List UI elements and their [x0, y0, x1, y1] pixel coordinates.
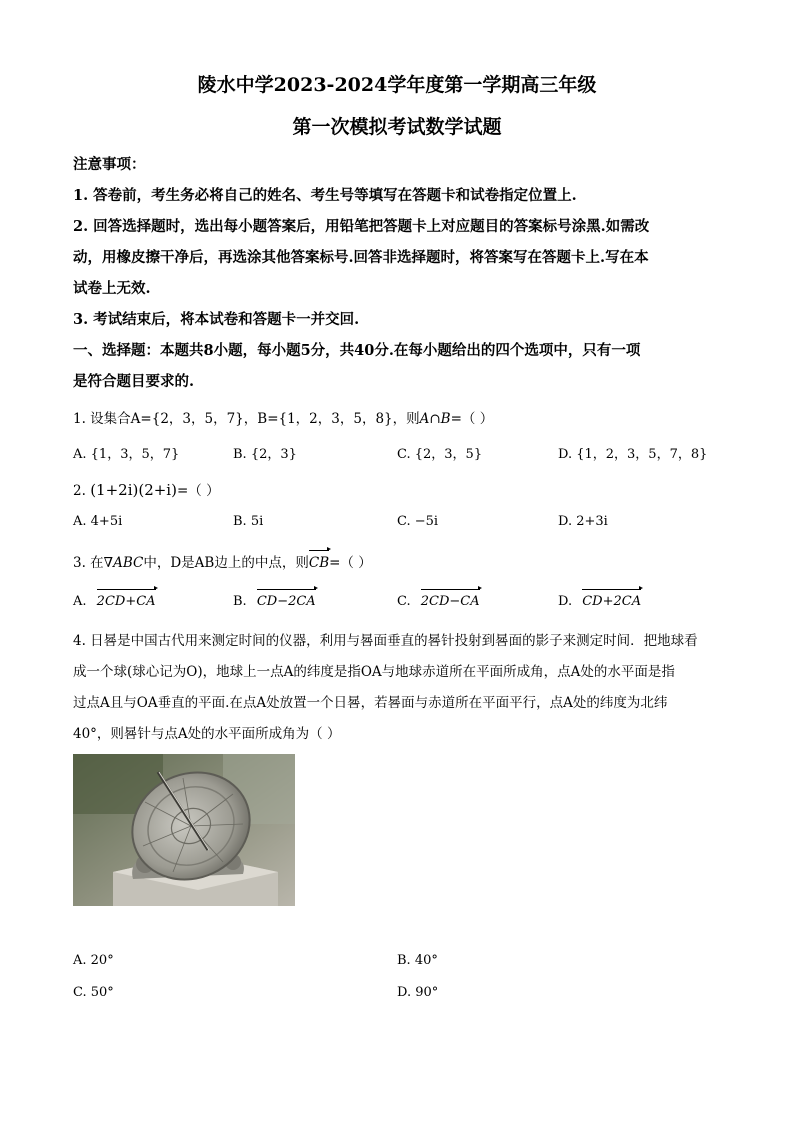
q2-option-c: C. −5i: [397, 514, 439, 529]
question-3-stem: [73, 551, 372, 571]
q2-option-b: B. 5i: [233, 514, 264, 529]
q3-option-c-label: C.: [397, 594, 411, 609]
section1-heading-line1: 一、选择题：本题共8小题，每小题5分，共40分.在每小题给出的四个选项中，只有一项: [73, 342, 641, 359]
question-1-stem: [73, 407, 493, 427]
section1-heading-line2: 是符合题目要求的.: [73, 373, 195, 390]
q3-option-d-label: D.: [558, 594, 573, 609]
q2-option-a: A. 4+5i: [73, 514, 123, 529]
notes-item-2-line2: 动，用橡皮擦干净后，再选涂其他答案标号.回答非选择题时，将答案写在答题卡上.写在本: [73, 249, 649, 266]
q3-stem-prefix: 3. 在: [73, 555, 104, 571]
q4-option-d: D. 90°: [397, 985, 439, 1000]
q1-option-c: C. {2，3，5}: [397, 447, 483, 462]
notes-heading: 注意事项：: [73, 156, 146, 173]
q3-option-c: [397, 594, 480, 609]
q3-option-a: [73, 594, 156, 609]
notes-item-3: 3. 考试结束后，将本试卷和答题卡一并交回.: [73, 311, 360, 328]
question-4-line3: 过点A且与OA垂直的平面.在点A处放置一个日晷，若晷面与赤道所在平面平行，点A处的纬度为北纬: [73, 695, 668, 711]
q2-number: 2.: [73, 483, 86, 499]
question-4-line2: 成一个球(球心记为O)，地球上一点A的纬度是指OA与地球赤道所在平面所成角，点A处的水平面是指: [73, 664, 675, 680]
q4-option-a: A. 20°: [73, 953, 114, 968]
q3-option-d: [558, 594, 641, 609]
notes-item-1: 1. 答卷前，考生务必将自己的姓名、考生号等填写在答题卡和试卷指定位置上.: [73, 187, 577, 204]
q3-option-c-expr: 2CD−CA: [420, 594, 480, 609]
q1-option-d: D. {1，2，3，5，7，8}: [558, 447, 708, 462]
exam-title-line2: 第一次模拟考试数学试题: [292, 116, 502, 138]
q3-stem-middle: 中，D是AB边上的中点，则: [143, 555, 309, 571]
q3-vector-cb: CB: [308, 555, 330, 571]
q1-intersection: A∩B: [419, 411, 451, 427]
q2-expression: (1+2i)(2+i): [90, 481, 177, 499]
q3-triangle: ∇ABC: [103, 555, 144, 571]
q1-option-a: A. {1，3，5，7}: [73, 447, 180, 462]
q2-option-d: D. 2+3i: [558, 514, 608, 529]
q3-option-b-expr: CD−2CA: [256, 594, 316, 609]
sundial-photo: [73, 754, 295, 906]
notes-item-2-line1: 2. 回答选择题时，选出每小题答案后，用铅笔把答题卡上对应题目的答案标号涂黑.如需改: [73, 218, 650, 235]
q1-stem-prefix: 1. 设集合: [73, 411, 131, 427]
q3-option-b: [233, 594, 316, 609]
q2-stem-tail: =（ ）: [176, 483, 220, 499]
q4-option-c: C. 50°: [73, 985, 114, 1000]
q4-option-b: B. 40°: [397, 953, 438, 968]
exam-title-line1: 陵水中学2023-2024学年度第一学期高三年级: [197, 74, 597, 96]
question-4-line1: 4. 日晷是中国古代用来测定时间的仪器，利用与晷面垂直的晷针投射到晷面的影子来测定时间．把地球看: [73, 633, 698, 649]
question-2-stem: [73, 479, 220, 499]
q3-option-d-expr: CD+2CA: [582, 594, 642, 609]
q1-stem-tail: =（ ）: [450, 411, 494, 427]
q3-option-b-label: B.: [233, 594, 247, 609]
q3-stem-tail: =（ ）: [329, 555, 372, 571]
q3-option-a-label: A.: [73, 594, 87, 609]
notes-item-2-line3: 试卷上无效.: [73, 280, 151, 297]
q1-stem-sets: A={2，3，5，7}，B={1，2，3，5，8}，则: [130, 411, 420, 427]
q1-option-b: B. {2，3}: [233, 447, 297, 462]
question-4-line4: 40°，则晷针与点A处的水平面所成角为（ ）: [73, 726, 341, 742]
q3-option-a-expr: 2CD+CA: [96, 594, 156, 609]
